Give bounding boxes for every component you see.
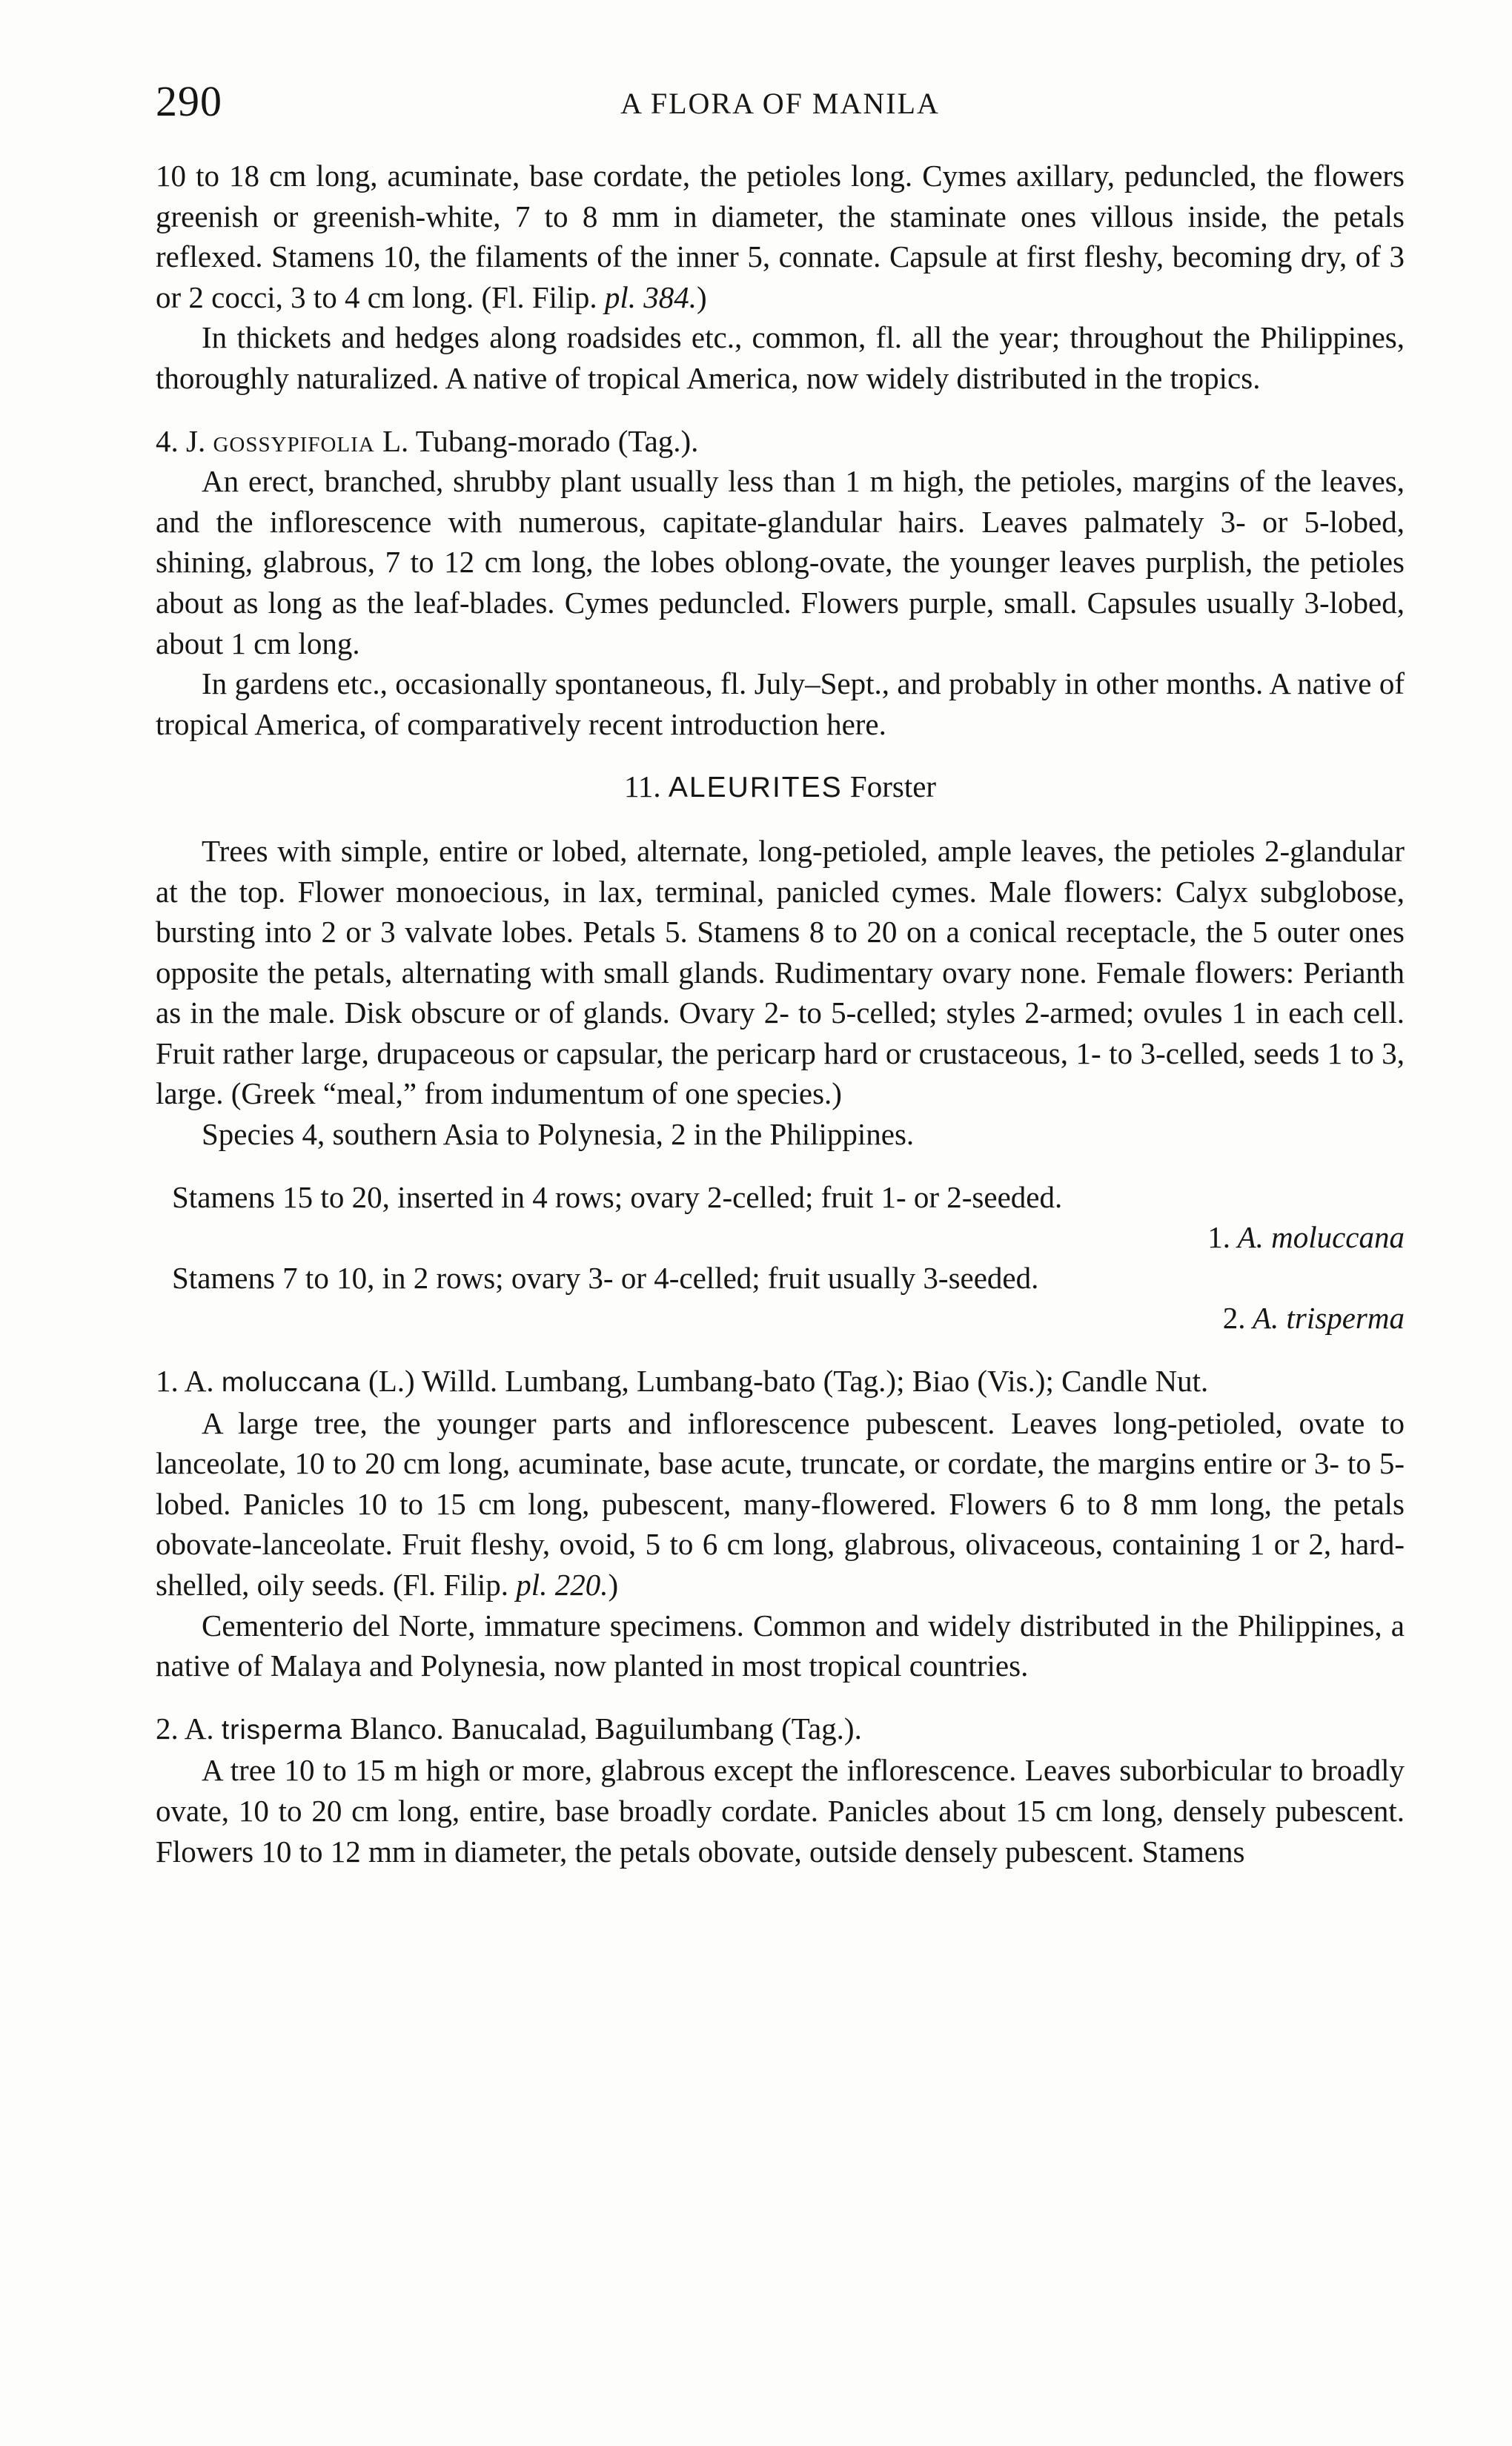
species-name: moluccana — [221, 1367, 361, 1398]
plate-reference: pl. 384. — [604, 279, 697, 314]
key-result-name: A. trisperma — [1253, 1301, 1405, 1336]
genus-name: ALEURITES — [668, 772, 843, 804]
key-result-number: 2. — [1222, 1301, 1246, 1336]
page-number: 290 — [156, 77, 222, 125]
species-heading-trisperma — [156, 1708, 1405, 1751]
species-author-vernacular: Blanco. Banucalad, Baguilumbang (Tag.). — [350, 1711, 862, 1746]
genus-author: Forster — [849, 769, 937, 804]
key-result-1 — [172, 1217, 1405, 1258]
species-heading-gossypifolia — [156, 421, 1405, 462]
genus-description: Trees with simple, entire or lobed, alternate, long-petioled, ample leaves, the petioles 2-glandular at the top. Flower monoecious, in lax, terminal, panicled cymes. Male flowers: Calyx subglobose, bursting into 2 or 3 valvate lobes. Petals 5. Stamens 8 to 20 on a conical receptacle, the 5 outer ones opposite the petals, alternating with small glands. Rudimentary ovary none. Female flowers: Perianth as in the male. Disk obscure or of glands. Ovary 2- to 5-celled; styles 2-armed; ovules 1 in each cell. Fruit rather large, drupaceous or capsular, the pericarp hard or crustaceous, 1- to 3-celled, seeds 1 to 3, large. (Greek “meal,” from indumentum of one species.) — [156, 833, 1405, 1111]
key-result-2 — [172, 1298, 1405, 1339]
genus-distribution: Species 4, southern Asia to Polynesia, 2 in the Philippines. — [202, 1117, 915, 1152]
species-description-gossypifolia: An erect, branched, shrubby plant usually less than 1 m high, the petioles, margins of the leaves, and the inflorescence with numerous, capitate-glandular hairs. Leaves palmately 3- or 5-lobed, shining, glabrous, 7 to 12 cm long, the lobes oblong-ovate, the younger leaves purplish, the petioles about as long as the leaf-blades. Cymes peduncled. Flowers purple, small. Capsules usually 3-lobed, about 1 cm long. — [156, 464, 1405, 660]
species-description-text: A large tree, the younger parts and inflorescence pubescent. Leaves long-petioled, ovate to lanceolate, 10 to 20 cm long, acuminate, base acute, truncate, or cordate, the margins entire or 3- to 5-lobed. Panicles 10 to 15 cm long, pubescent, many-flowered. Flowers 6 to 8 mm long, the petals obovate-lanceolate. Fruit fleshy, ovoid, 5 to 6 cm long, glabrous, olivaceous, containing 1 or 2, hard-shelled, oily seeds. (Fl. Filip. — [156, 1405, 1405, 1602]
running-head: A FLORA OF MANILA — [620, 87, 940, 120]
species-author-vernacular: (L.) Willd. Lumbang, Lumbang-bato (Tag.); Biao (Vis.); Candle Nut. — [368, 1364, 1209, 1399]
species-number: 4. J. — [156, 423, 206, 458]
key-result-number: 1. — [1207, 1220, 1231, 1255]
plate-reference: pl. 220. — [516, 1568, 609, 1602]
species-habitat-gossypifolia: In gardens etc., occasionally spontaneous, fl. July–Sept., and probably in other months. A native of tropical America, of comparatively recent introduction here. — [156, 666, 1405, 741]
key-result-name: A. moluccana — [1237, 1220, 1405, 1255]
plate-reference-close: ) — [697, 279, 707, 314]
page-header — [156, 76, 1405, 127]
species-name: gossypifolia — [213, 423, 375, 458]
species-vernacular: Tubang-morado (Tag.). — [415, 423, 699, 458]
species-number: 1. A. — [156, 1364, 214, 1399]
species-heading-moluccana — [156, 1361, 1405, 1403]
plate-reference-close: ) — [608, 1568, 619, 1602]
genus-number: 11. — [623, 769, 661, 804]
continued-habitat: In thickets and hedges along roadsides etc., common, fl. all the year; throughout the Philippines, thoroughly naturalized. A native of tropical America, now widely distributed in the tropics. — [156, 320, 1405, 395]
page-body — [156, 156, 1405, 1872]
species-description-moluccana — [156, 1403, 1405, 1605]
species-name: trisperma — [221, 1714, 343, 1745]
genus-heading — [156, 766, 1405, 809]
species-key — [156, 1177, 1405, 1339]
species-number: 2. A. — [156, 1711, 214, 1746]
key-lead-1: Stamens 15 to 20, inserted in 4 rows; ovary 2-celled; fruit 1- or 2-seeded. — [172, 1179, 1063, 1214]
species-description-trisperma: A tree 10 to 15 m high or more, glabrous except the inflorescence. Leaves suborbicular to broadly ovate, 10 to 20 cm long, entire, base broadly cordate. Panicles about 15 cm long, densely pubescent. Flowers 10 to 12 mm in diameter, the petals obovate, outside densely pubescent. Stamens — [156, 1753, 1405, 1869]
key-lead-2: Stamens 7 to 10, in 2 rows; ovary 3- or 4-celled; fruit usually 3-seeded. — [172, 1260, 1039, 1295]
species-author: L. — [382, 423, 409, 458]
continued-description-text: 10 to 18 cm long, acuminate, base cordate, the petioles long. Cymes axillary, peduncled, the flowers greenish or greenish-white, 7 to 8 mm in diameter, the staminate ones villous inside, the petals reflexed. Stamens 10, the filaments of the inner 5, connate. Capsule at first fleshy, becoming dry, of 3 or 2 cocci, 3 to 4 cm long. (Fl. Filip. — [156, 159, 1405, 314]
species-habitat-moluccana: Cementerio del Norte, immature specimens. Common and widely distributed in the Philippines, a native of Malaya and Polynesia, now planted in most tropical countries. — [156, 1608, 1405, 1683]
continued-description — [156, 156, 1405, 317]
